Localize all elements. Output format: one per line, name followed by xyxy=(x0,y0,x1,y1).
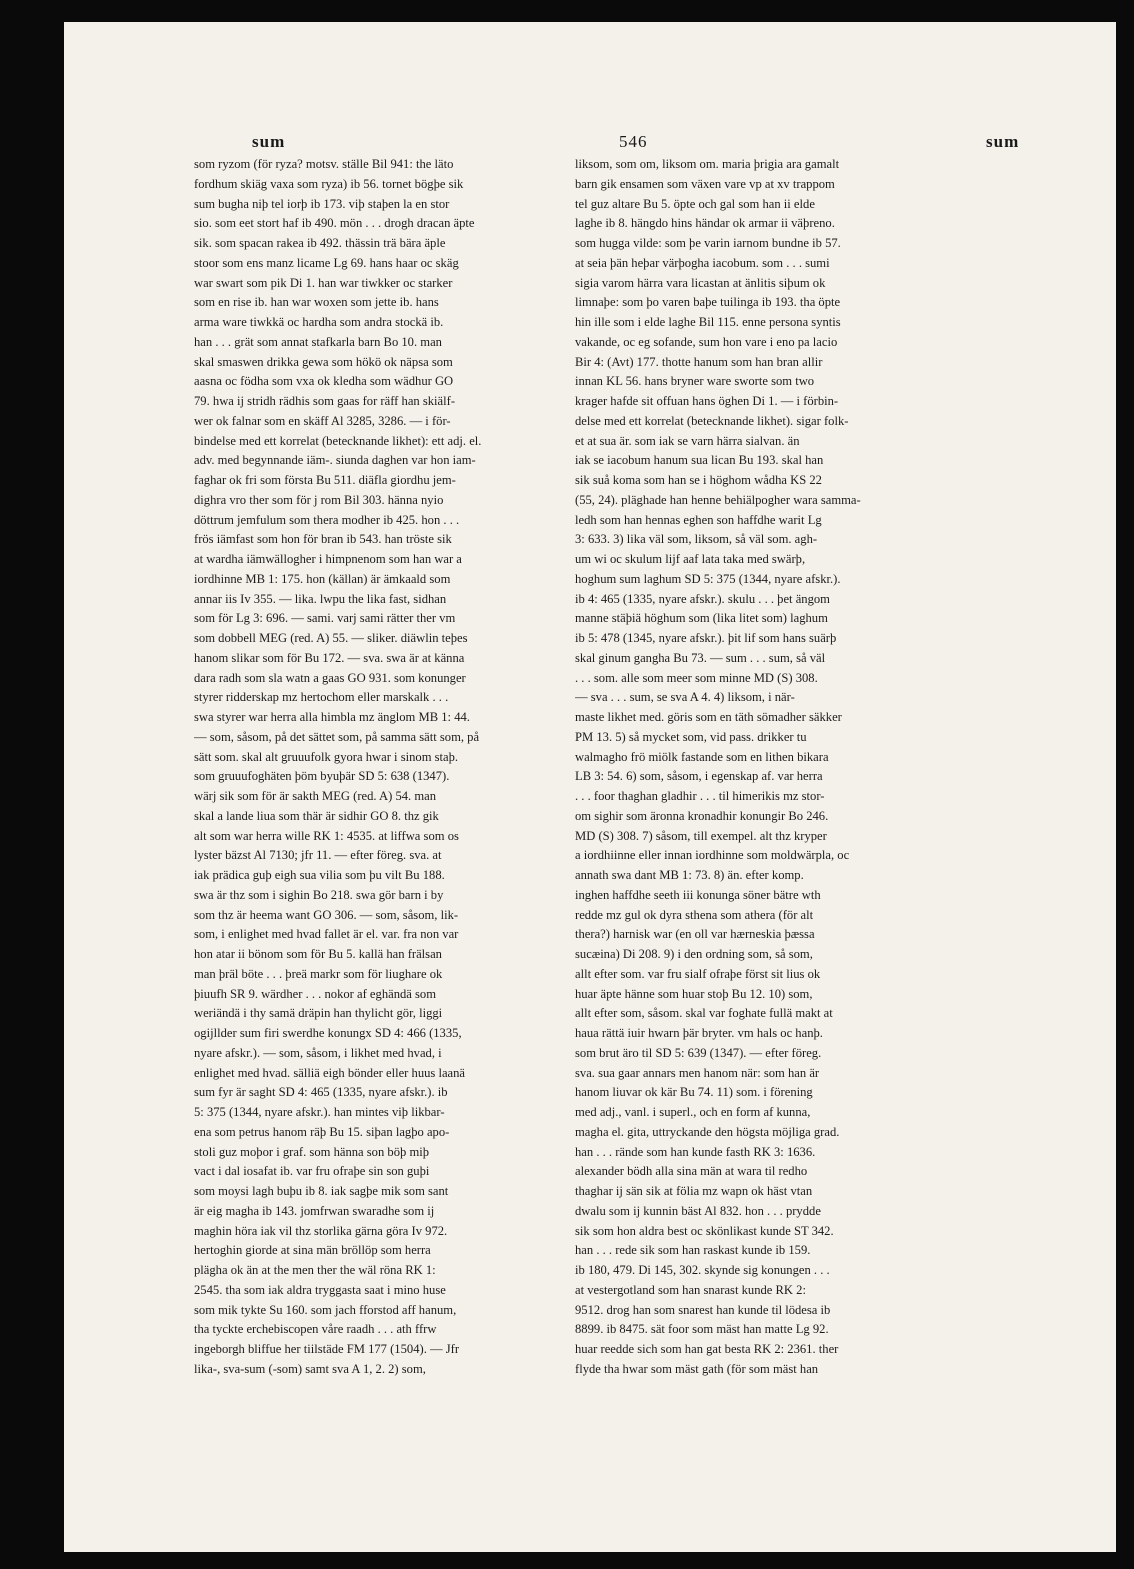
text-line: — som, såsom, på det sättet som, på samma sätt som, på xyxy=(194,729,480,744)
text-line: walmagho frö miölk fastande som en lithen bikara xyxy=(575,749,829,764)
text-line: at seia þän heþar värþogha iacobum. som . . . sumi xyxy=(575,255,830,270)
text-line: sum fyr är saght SD 4: 465 (1335, nyare afskr.). ib xyxy=(194,1085,448,1100)
text-line: ingeborgh bliffue her tiilstäde FM 177 (1504). — Jfr xyxy=(194,1342,460,1356)
text-line: arma ware tiwkkä oc hardha som andra stockä ib. xyxy=(194,315,444,329)
text-line: krager hafde sit offuan hans öghen Di 1. — i förbin- xyxy=(575,394,839,408)
text-line: weriändä i thy samä dräpin han thylicht gör, liggi xyxy=(194,1006,443,1021)
text-line: PM 13. 5) så mycket som, vid pass. drikker tu xyxy=(575,729,807,744)
text-line: wärj sik som för är sakth MEG (red. A) 54. man xyxy=(194,789,437,803)
text-line: som för Lg 3: 696. — sami. varj sami rätter ther vm xyxy=(194,611,456,626)
right-column xyxy=(575,155,955,1380)
text-line: fordhum skiäg vaxa som ryza) ib 56. tornet bögþe sik xyxy=(194,176,464,191)
text-line: stoli guz moþor i graf. som hänna son böþ miþ xyxy=(194,1144,430,1159)
text-line: LB 3: 54. 6) som, såsom, i egenskap af. var herra xyxy=(575,769,823,784)
text-line: wer ok falnar som en skäff Al 3285, 3286. — i för- xyxy=(194,413,451,428)
text-line: sio. som eet stort haf ib 490. mön . . . drogh dracan äpte xyxy=(194,216,475,231)
text-line: inghen haffdhe seeth iii konunga söner bätre wth xyxy=(575,887,821,902)
text-line: ib 180, 479. Di 145, 302. skynde sig konungen . . . xyxy=(575,1263,830,1277)
text-line: som thz är heema want GO 306. — som, såsom, lik- xyxy=(194,907,459,922)
text-line: maste likhet med. göris som en täth sömadher säkker xyxy=(575,710,842,724)
text-line: allt efter som, såsom. skal var foghate fullä makt at xyxy=(575,1006,833,1021)
text-line: han . . . rände som han kunde fasth RK 3: 1636. xyxy=(575,1144,816,1159)
text-line: skal a lande liua som thär är sidhir GO 8. thz gik xyxy=(194,808,439,823)
text-line: med adj., vanl. i superl., och en form af kunna, xyxy=(575,1105,811,1119)
text-line: swa styrer war herra alla himbla mz änglom MB 1: 44. xyxy=(194,710,470,724)
text-line: stoor som ens manz licame Lg 69. hans haar oc skäg xyxy=(194,255,459,270)
text-line: hanom liuvar ok kär Bu 74. 11) som. i förening xyxy=(575,1085,813,1100)
text-line: alexander bödh alla sina män at wara til redho xyxy=(575,1164,808,1179)
text-line: enlighet med hvad. sälliä eigh bönder eller huus laanä xyxy=(194,1065,466,1080)
text-line: sum bugha niþ tel iorþ ib 173. viþ staþen la en stor xyxy=(194,196,450,211)
text-line: iordhinne MB 1: 175. hon (källan) är ämkaald som xyxy=(194,571,451,586)
text-line: dara radh som sla watn a gaas GO 931. som konunger xyxy=(194,670,466,685)
text-line: et at sua är. som iak se varn härra sialvan. än xyxy=(575,433,800,448)
text-line: at vestergotland som han snarast kunde RK 2: xyxy=(575,1282,806,1297)
text-line: war swart som pik Di 1. han war tiwkker oc starker xyxy=(194,275,453,290)
text-line: som gruuufoghäten þöm byuþär SD 5: 638 (1347). xyxy=(194,769,450,784)
text-line: swa är thz som i sighin Bo 218. swa gör barn i by xyxy=(194,887,444,902)
right-running-head: sum xyxy=(986,132,1020,151)
text-line: Bir 4: (Avt) 177. thotte hanum som han bran allir xyxy=(575,354,823,369)
text-line: maghin höra iak vil thz storlika gärna göra Iv 972. xyxy=(194,1223,448,1238)
text-line: som, i enlighet med hvad fallet är el. var. fra non var xyxy=(194,927,459,942)
text-line: faghar ok fri som första Bu 511. diäfla giordhu jem- xyxy=(194,473,456,487)
text-line: thaghar ij sän sik at fölia mz wapn ok häst vtan xyxy=(575,1184,813,1198)
text-line: ib 5: 478 (1345, nyare afskr.). þit lif som hans suärþ xyxy=(575,631,837,645)
text-line: um wi oc skulum lijf aaf lata taka med swärþ, xyxy=(575,552,806,566)
text-line: plägha ok än at the men ther the wäl röna RK 1: xyxy=(194,1263,436,1277)
text-line: nyare afskr.). — som, såsom, i likhet med hvad, i xyxy=(194,1045,442,1060)
text-line: huar reedde sich som han gat besta RK 2: 2361. ther xyxy=(575,1342,839,1356)
text-line: dighra vro ther som för j rom Bil 303. hänna nyio xyxy=(194,492,444,507)
text-line: 3: 633. 3) lika väl som, liksom, så väl som. agh- xyxy=(575,532,818,547)
text-line: hin ille som i elde laghe Bil 115. enne persona syntis xyxy=(575,315,841,329)
text-line: . . . foor thaghan gladhir . . . til himerikis mz stor- xyxy=(575,789,825,803)
text-line: som hugga vilde: som þe varin iarnom bundne ib 57. xyxy=(575,236,841,250)
left-running-head: sum xyxy=(252,132,286,151)
text-line: styrer ridderskap mz hertochom eller marskalk . . . xyxy=(194,690,449,705)
text-line: som ryzom (för ryza? motsv. ställe Bil 941: the läto xyxy=(194,157,454,171)
text-line: han . . . rede sik som han raskast kunde ib 159. xyxy=(575,1243,811,1258)
text-line: bindelse med ett korrelat (betecknande likhet): ett adj. el. xyxy=(194,433,482,448)
text-line: vakande, oc eg sofande, sum hon vare i eno pa lacio xyxy=(575,334,838,349)
text-line: aasna oc födha som vxa ok kledha som wädhur GO xyxy=(194,374,454,389)
left-column xyxy=(194,155,574,1380)
text-line: sätt som. skal alt gruuufolk gyora hwar i sinom staþ. xyxy=(194,749,459,764)
text-line: sva. sua gaar annars men hanom när: som han är xyxy=(575,1065,820,1080)
text-line: ib 4: 465 (1335, nyare afskr.). skulu . . . þet ängom xyxy=(575,591,830,606)
text-line: huar äpte hänne som huar stoþ Bu 12. 10) som, xyxy=(575,986,813,1001)
text-line: . . . som. alle som meer som minne MD (S) 308. xyxy=(575,670,818,685)
text-line: ena som petrus hanom räþ Bu 15. siþan lagþo apo- xyxy=(194,1124,450,1139)
text-line: barn gik ensamen som växen vare vp at xv trappom xyxy=(575,176,835,191)
text-line: haua rättä iuir hwarn þär bryter. vm hals oc hanþ. xyxy=(575,1026,823,1040)
text-line: — sva . . . sum, se sva A 4. 4) liksom, i när- xyxy=(575,690,795,705)
text-line: 2545. tha som iak aldra tryggasta saat i mino huse xyxy=(194,1282,446,1297)
text-line: skal smaswen drikka gewa som hökö ok näpsa som xyxy=(194,354,453,369)
text-line: thera?) harnisk war (en oll var hærneskia þæssa xyxy=(575,927,815,942)
text-line: ogijllder sum firi swerdhe konungx SD 4: 466 (1335, xyxy=(194,1026,462,1040)
text-line: sucæina) Di 208. 9) i den ordning som, så som, xyxy=(575,947,813,961)
text-line: liksom, som om, liksom om. maria þrigia ara gamalt xyxy=(575,157,840,171)
text-line: at wardha iämwällogher i himpnenom som han war a xyxy=(194,552,462,566)
text-line: adv. med begynnande iäm-. siunda daghen var hon iam- xyxy=(194,453,476,468)
text-line: döttrum jemfulum som thera modher ib 425. hon . . . xyxy=(194,512,460,527)
text-line: allt efter som. var fru sialf ofraþe först sit lius ok xyxy=(575,966,821,981)
text-line: sik som hon aldra best oc skönlikast kunde ST 342. xyxy=(575,1223,834,1238)
text-line: skal ginum gangha Bu 73. — sum . . . sum, så väl xyxy=(575,650,826,665)
text-line: tha tyckte erchebiscopen våre raadh . . . ath ffrw xyxy=(194,1322,437,1337)
text-line: hanom slikar som för Bu 172. — sva. swa är at känna xyxy=(194,650,465,665)
text-line: iak prädica guþ eigh sua vilia som þu vilt Bu 188. xyxy=(194,868,445,882)
text-line: 79. hwa ij stridh rädhis som gaas for räff han skiälf- xyxy=(194,394,456,408)
text-line: hoghum sum laghum SD 5: 375 (1344, nyare afskr.). xyxy=(575,571,841,586)
text-line: som dobbell MEG (red. A) 55. — sliker. diäwlin teþes xyxy=(194,631,468,645)
text-line: 9512. drog han som snarest han kunde til lödesa ib xyxy=(575,1302,831,1317)
text-line: redde mz gul ok dyra sthena som athera (för alt xyxy=(575,907,814,922)
text-line: ledh som han hennas eghen son haffdhe warit Lg xyxy=(575,512,822,527)
text-line: frös iämfast som hon för bran ib 543. han tröste sik xyxy=(194,532,452,547)
text-line: magha el. gita, uttryckande den högsta möjliga grad. xyxy=(575,1124,840,1139)
text-line: laghe ib 8. hängdo hins händar ok armar ii väþreno. xyxy=(575,216,835,231)
text-line: han . . . grät som annat stafkarla barn Bo 10. man xyxy=(194,334,442,349)
text-line: þiuufh SR 9. wärdher . . . nokor af eghändä som xyxy=(194,986,437,1001)
text-line: MD (S) 308. 7) såsom, till exempel. alt thz kryper xyxy=(575,828,827,843)
text-line: 5: 375 (1344, nyare afskr.). han mintes viþ likbar- xyxy=(194,1105,445,1119)
text-line: sigia varom härra vara licastan at änlitis siþum ok xyxy=(575,275,826,290)
text-line: lika-, sva-sum (-som) samt sva A 1, 2. 2) som, xyxy=(194,1361,426,1376)
text-line: hon atar ii bönom som för Bu 5. kallä han frälsan xyxy=(194,947,442,961)
text-line: (55, 24). pläghade han henne behiälpogher wara samma- xyxy=(575,492,861,507)
text-line: annath swa dant MB 1: 73. 8) än. efter komp. xyxy=(575,868,804,882)
text-line: limnaþe: som þo varen baþe tuilinga ib 193. tha öpte xyxy=(575,295,841,310)
text-line: som moysi lagh buþu ib 8. iak sagþe mik som sant xyxy=(194,1184,449,1198)
text-line: 8899. ib 8475. sät foor som mäst han matte Lg 92. xyxy=(575,1322,829,1337)
text-line: delse med ett korrelat (betecknande likhet). sigar folk- xyxy=(575,413,849,428)
text-line: tel guz altare Bu 5. öpte och gal som han ii elde xyxy=(575,196,815,211)
text-line: alt som war herra wille RK 1: 4535. at liffwa som os xyxy=(194,828,459,843)
text-line: man þräl böte . . . þreä markr som för liughare ok xyxy=(194,966,443,981)
text-line: a iordhiinne eller innan iordhinne som moldwärpla, oc xyxy=(575,848,850,863)
text-line: är eig magha ib 143. jomfrwan swaradhe som ij xyxy=(194,1203,435,1218)
text-line: som brut äro til SD 5: 639 (1347). — efter föreg. xyxy=(575,1045,822,1060)
text-line: dwalu som ij kunnin bäst Al 832. hon . . . prydde xyxy=(575,1203,821,1218)
text-line: flyde tha hwar som mäst gath (för som mäst han xyxy=(575,1361,819,1376)
text-line: manne stäþiä höghum som (lika litet som) laghum xyxy=(575,611,828,626)
text-line: sik. som spacan rakea ib 492. thässin trä bära äple xyxy=(194,236,446,250)
page-number: 546 xyxy=(619,132,648,151)
text-line: vact i dal iosafat ib. var fru ofraþe sin son guþi xyxy=(194,1164,430,1179)
text-line: iak se iacobum hanum sua lican Bu 193. skal han xyxy=(575,453,824,468)
text-line: som en rise ib. han war woxen som jette ib. hans xyxy=(194,295,439,310)
text-line: innan KL 56. hans bryner ware sworte som two xyxy=(575,374,815,389)
text-line: sik suå koma som han se i höghom wådha KS 22 xyxy=(575,473,822,487)
text-line: annar iis Iv 355. — lika. lwpu the lika fast, sidhan xyxy=(194,591,447,606)
text-line: som mik tykte Su 160. som jach fforstod aff hanum, xyxy=(194,1302,457,1317)
text-line: om sighir som äronna kronadhir konungir Bo 246. xyxy=(575,808,829,823)
text-line: hertoghin giorde at sina män bröllöp som herra xyxy=(194,1243,431,1258)
text-line: lyster bäzst Al 7130; jfr 11. — efter föreg. sva. at xyxy=(194,848,442,863)
